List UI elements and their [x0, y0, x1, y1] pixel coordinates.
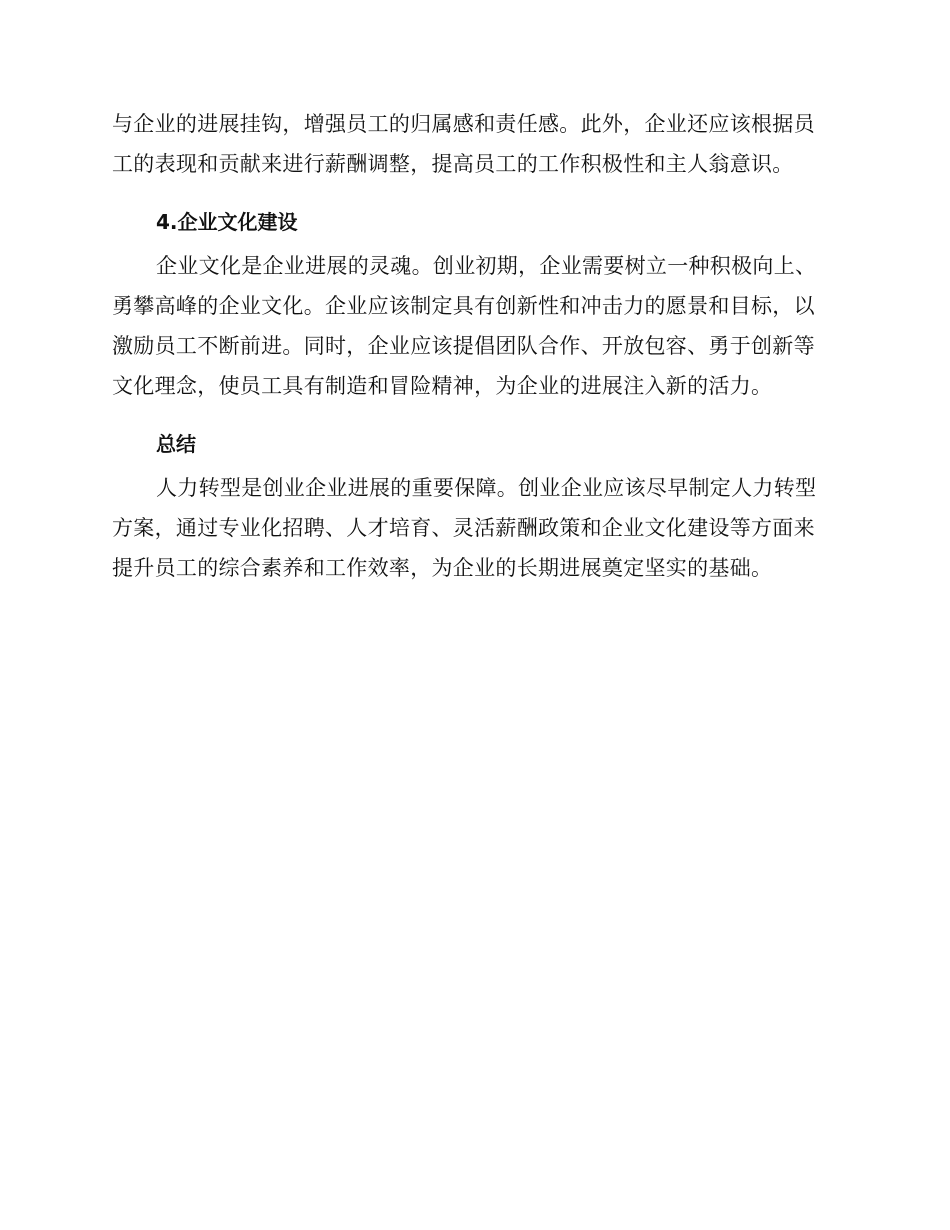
- paragraph-line: 提升员工的综合素养和工作效率，为企业的长期进展奠定坚实的基础。: [112, 556, 773, 580]
- section-paragraph: [112, 246, 832, 406]
- paragraph-line: 激励员工不断前进。同时，企业应该提倡团队合作、开放包容、勇于创新等: [112, 334, 815, 358]
- summary-heading: 总结: [156, 432, 196, 456]
- document-body: [112, 104, 832, 588]
- section-heading: 4.企业文化建设: [156, 210, 298, 234]
- continuation-paragraph: [112, 104, 832, 184]
- paragraph-line: 企业文化是企业进展的灵魂。创业初期，企业需要树立一种积极向上、: [156, 254, 817, 278]
- paragraph-line: 文化理念，使员工具有制造和冒险精神，为企业的进展注入新的活力。: [112, 374, 773, 398]
- paragraph-line: 工的表现和贡献来进行薪酬调整，提高员工的工作积极性和主人翁意识。: [112, 152, 794, 176]
- paragraph-line: 勇攀高峰的企业文化。企业应该制定具有创新性和冲击力的愿景和目标，以: [112, 294, 815, 318]
- paragraph-line: 方案，通过专业化招聘、人才培育、灵活薪酬政策和企业文化建设等方面来: [112, 516, 815, 540]
- paragraph-line: 人力转型是创业企业进展的重要保障。创业企业应该尽早制定人力转型: [156, 476, 817, 500]
- paragraph-line: 与企业的进展挂钩，增强员工的归属感和责任感。此外，企业还应该根据员: [112, 112, 815, 136]
- summary-paragraph: [112, 468, 832, 588]
